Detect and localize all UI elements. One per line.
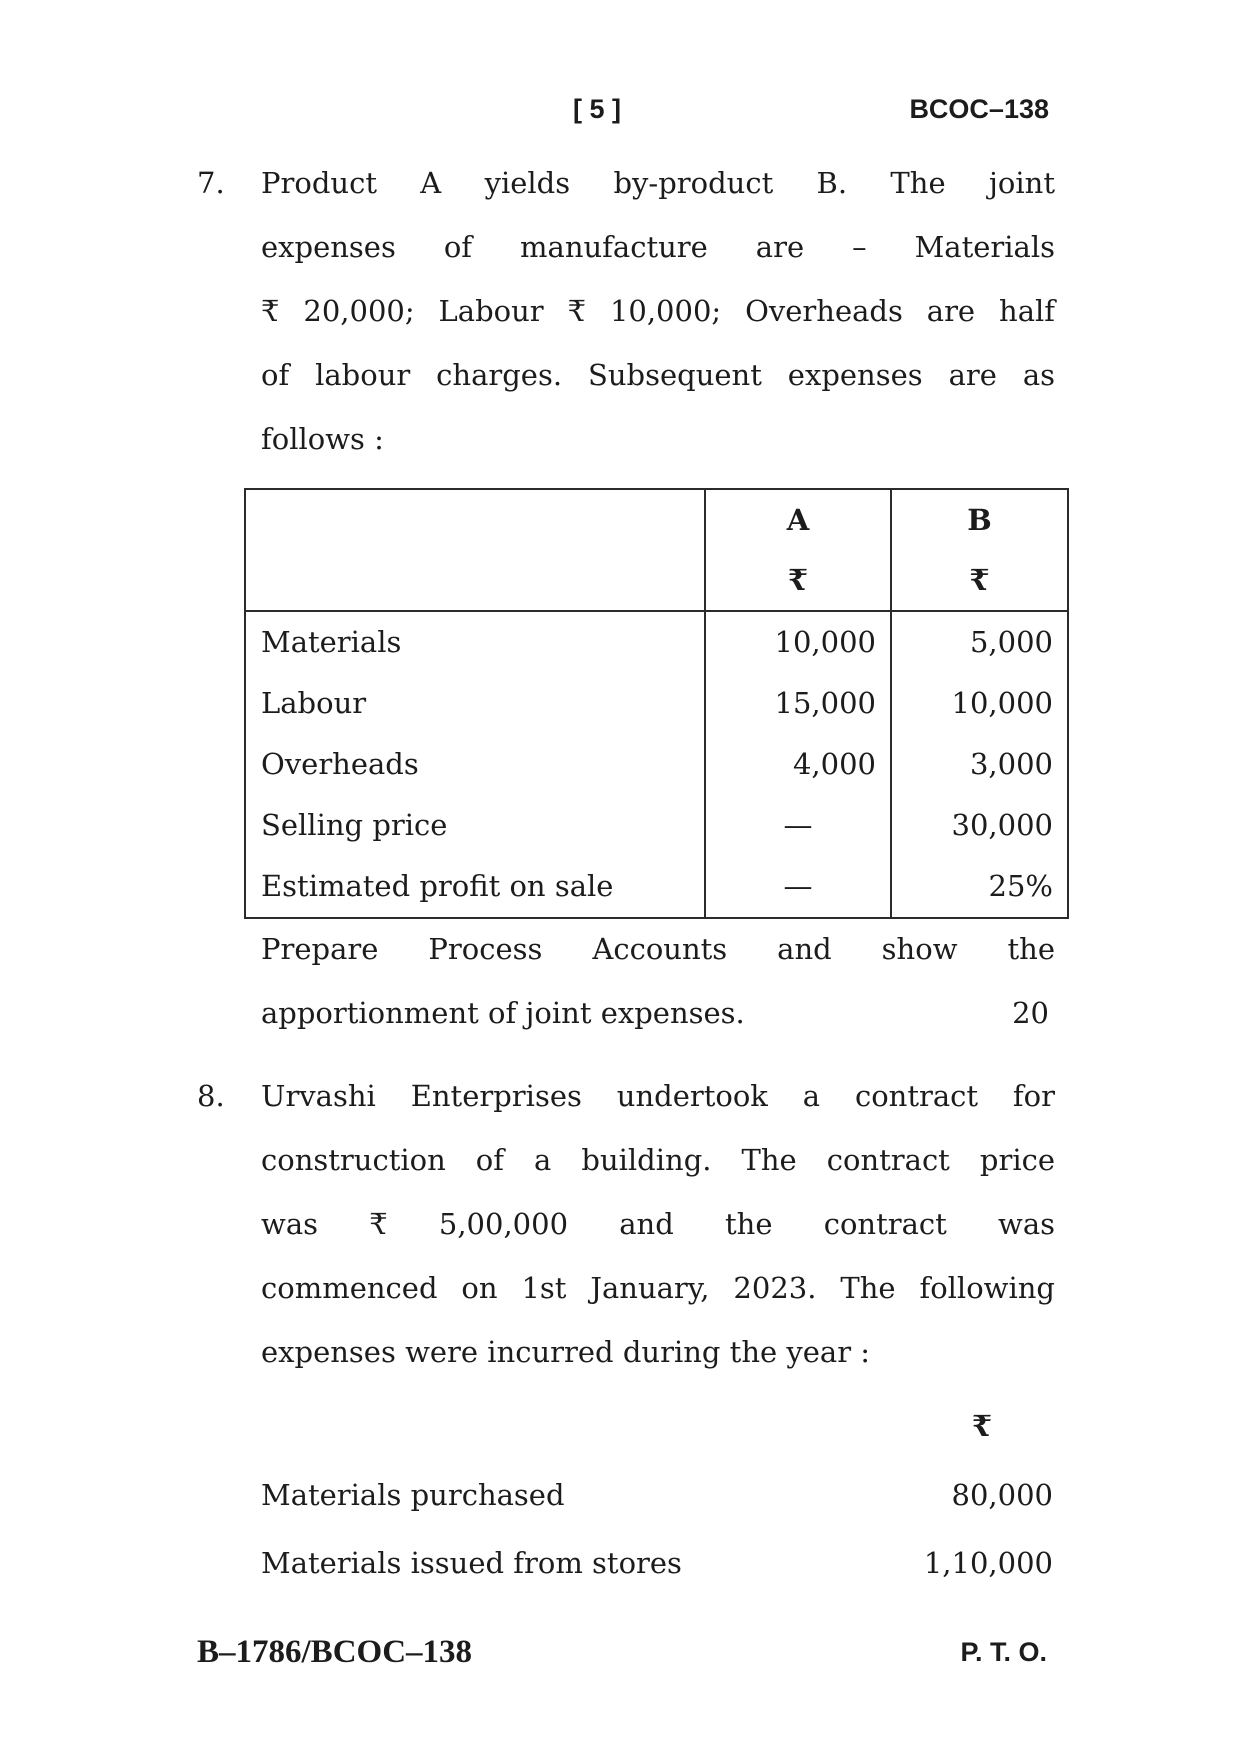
table-row <box>245 611 1068 673</box>
footer-paper-code: B–1786/BCOC–138 <box>197 1634 473 1670</box>
question-7-text <box>261 151 1055 471</box>
expense-item: Materials purchased <box>261 1478 565 1512</box>
product-a-label: A <box>786 503 810 537</box>
question-7-line: expenses of manufacture are – Materials <box>261 230 1055 264</box>
subsequent-expenses-table <box>244 488 1069 919</box>
question-7-line: Product A yields by-product B. The joint <box>261 166 1055 200</box>
question-8-line: construction of a building. The contract price <box>261 1143 1055 1177</box>
row-value-a: — <box>705 795 891 856</box>
instruction-line: Prepare Process Accounts and show the <box>261 932 1055 966</box>
question-7-line: ₹ 20,000; Labour ₹ 10,000; Overheads are half <box>261 294 1055 328</box>
row-value-a: 10,000 <box>705 611 891 673</box>
question-7-marks: 20 <box>1012 996 1049 1030</box>
row-item: Estimated profit on sale <box>245 856 705 918</box>
row-value-b: 30,000 <box>891 795 1068 856</box>
row-value-a: — <box>705 856 891 918</box>
expense-amount: 1,10,000 <box>923 1546 1053 1580</box>
question-7-line: follows : <box>261 422 384 456</box>
question-8-line: was ₹ 5,00,000 and the contract was <box>261 1207 1055 1241</box>
list-item <box>261 1529 1053 1597</box>
row-value-a: 4,000 <box>705 734 891 795</box>
question-7-line: of labour charges. Subsequent expenses are as <box>261 358 1055 392</box>
header-blank-cell <box>245 489 705 611</box>
question-8-text <box>261 1064 1055 1384</box>
product-b-label: B <box>967 503 992 537</box>
question-8-line: expenses were incurred during the year : <box>261 1335 871 1369</box>
list-item <box>261 1461 1053 1529</box>
expense-amount: 80,000 <box>951 1478 1053 1512</box>
expense-item: Materials issued from stores <box>261 1546 682 1580</box>
question-8-number: 8. <box>197 1079 225 1113</box>
paper-code: BCOC–138 <box>909 94 1049 124</box>
header-product-a <box>705 489 891 611</box>
row-item: Labour <box>245 673 705 734</box>
header-product-b <box>891 489 1068 611</box>
row-item: Materials <box>245 611 705 673</box>
page-number: [ 5 ] <box>572 94 621 124</box>
rupee-symbol: ₹ <box>787 563 809 597</box>
rupee-symbol: ₹ <box>971 1409 993 1443</box>
rupee-symbol: ₹ <box>969 563 990 597</box>
question-7-instruction <box>261 917 1055 1045</box>
question-8-line: Urvashi Enterprises undertook a contract for <box>261 1079 1055 1113</box>
expense-list <box>261 1461 1053 1597</box>
instruction-line: apportionment of joint expenses. <box>261 996 745 1030</box>
row-value-b: 5,000 <box>891 611 1068 673</box>
table-row <box>245 734 1068 795</box>
row-item: Selling price <box>245 795 705 856</box>
table-header-row <box>245 489 1068 611</box>
question-7-number: 7. <box>197 166 225 200</box>
table-row <box>245 856 1068 918</box>
row-value-b: 10,000 <box>891 673 1068 734</box>
row-value-a: 15,000 <box>705 673 891 734</box>
row-value-b: 3,000 <box>891 734 1068 795</box>
row-item: Overheads <box>245 734 705 795</box>
table-row <box>245 795 1068 856</box>
table-row <box>245 673 1068 734</box>
please-turn-over: P. T. O. <box>960 1637 1047 1667</box>
row-value-b: 25% <box>891 856 1068 918</box>
question-8-line: commenced on 1st January, 2023. The following <box>261 1271 1055 1305</box>
instruction-marks-line <box>261 981 1055 1045</box>
